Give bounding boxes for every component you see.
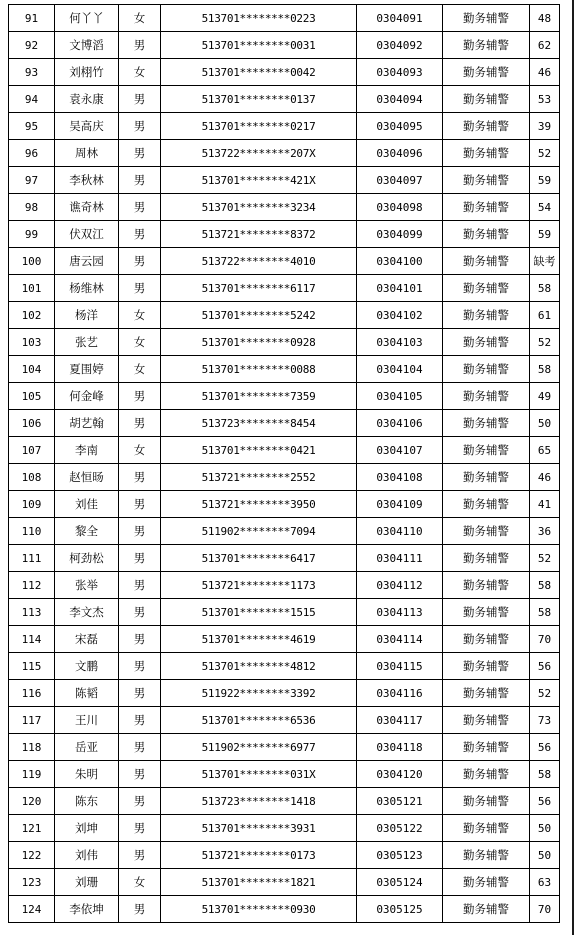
exam-number-cell: 0305121 [357, 788, 443, 815]
row-number: 102 [9, 302, 55, 329]
name-cell: 岳亚 [55, 734, 119, 761]
gender-cell: 男 [119, 788, 161, 815]
table-row [9, 248, 560, 275]
name-cell: 何金峰 [55, 383, 119, 410]
row-number: 111 [9, 545, 55, 572]
row-number: 122 [9, 842, 55, 869]
id-number-cell: 513701********0137 [161, 86, 357, 113]
score-cell: 70 [530, 896, 560, 923]
score-cell: 58 [530, 275, 560, 302]
name-cell: 刘佳 [55, 491, 119, 518]
exam-number-cell: 0304120 [357, 761, 443, 788]
id-number-cell: 513701********0930 [161, 896, 357, 923]
score-cell: 63 [530, 869, 560, 896]
exam-number-cell: 0304093 [357, 59, 443, 86]
table-row [9, 275, 560, 302]
table-row [9, 410, 560, 437]
table-row [9, 761, 560, 788]
row-number: 121 [9, 815, 55, 842]
gender-cell: 男 [119, 626, 161, 653]
score-cell: 73 [530, 707, 560, 734]
id-number-cell: 513722********4010 [161, 248, 357, 275]
exam-number-cell: 0305122 [357, 815, 443, 842]
score-cell: 52 [530, 680, 560, 707]
id-number-cell: 513721********1173 [161, 572, 357, 599]
gender-cell: 男 [119, 32, 161, 59]
name-cell: 唐云园 [55, 248, 119, 275]
exam-number-cell: 0304102 [357, 302, 443, 329]
table-row [9, 167, 560, 194]
row-number: 100 [9, 248, 55, 275]
row-number: 93 [9, 59, 55, 86]
position-cell: 勤务辅警 [443, 59, 530, 86]
id-number-cell: 513701********1821 [161, 869, 357, 896]
row-number: 116 [9, 680, 55, 707]
results-table [8, 4, 560, 923]
score-cell: 65 [530, 437, 560, 464]
exam-number-cell: 0304111 [357, 545, 443, 572]
table-row [9, 869, 560, 896]
exam-number-cell: 0305125 [357, 896, 443, 923]
name-cell: 李依坤 [55, 896, 119, 923]
gender-cell: 男 [119, 140, 161, 167]
row-number: 115 [9, 653, 55, 680]
table-row [9, 518, 560, 545]
score-cell: 58 [530, 356, 560, 383]
score-cell: 36 [530, 518, 560, 545]
position-cell: 勤务辅警 [443, 491, 530, 518]
score-cell: 50 [530, 815, 560, 842]
id-number-cell: 513723********8454 [161, 410, 357, 437]
gender-cell: 男 [119, 761, 161, 788]
position-cell: 勤务辅警 [443, 248, 530, 275]
name-cell: 陈东 [55, 788, 119, 815]
window-edge [572, 0, 574, 935]
position-cell: 勤务辅警 [443, 707, 530, 734]
id-number-cell: 513701********0223 [161, 5, 357, 32]
table-row [9, 842, 560, 869]
name-cell: 伏双江 [55, 221, 119, 248]
position-cell: 勤务辅警 [443, 518, 530, 545]
position-cell: 勤务辅警 [443, 761, 530, 788]
row-number: 114 [9, 626, 55, 653]
score-cell: 70 [530, 626, 560, 653]
id-number-cell: 511922********3392 [161, 680, 357, 707]
gender-cell: 男 [119, 518, 161, 545]
row-number: 103 [9, 329, 55, 356]
id-number-cell: 513701********6536 [161, 707, 357, 734]
name-cell: 袁永康 [55, 86, 119, 113]
exam-number-cell: 0304094 [357, 86, 443, 113]
score-cell: 50 [530, 842, 560, 869]
name-cell: 李秋林 [55, 167, 119, 194]
row-number: 105 [9, 383, 55, 410]
score-cell: 39 [530, 113, 560, 140]
id-number-cell: 513721********3950 [161, 491, 357, 518]
id-number-cell: 513701********0217 [161, 113, 357, 140]
table-row [9, 329, 560, 356]
exam-number-cell: 0305123 [357, 842, 443, 869]
gender-cell: 男 [119, 842, 161, 869]
gender-cell: 男 [119, 653, 161, 680]
position-cell: 勤务辅警 [443, 275, 530, 302]
gender-cell: 男 [119, 707, 161, 734]
name-cell: 刘珊 [55, 869, 119, 896]
table-row [9, 599, 560, 626]
id-number-cell: 511902********7094 [161, 518, 357, 545]
score-cell: 59 [530, 221, 560, 248]
gender-cell: 男 [119, 464, 161, 491]
id-number-cell: 513701********0031 [161, 32, 357, 59]
exam-number-cell: 0304103 [357, 329, 443, 356]
exam-number-cell: 0304117 [357, 707, 443, 734]
name-cell: 吴高庆 [55, 113, 119, 140]
exam-number-cell: 0304095 [357, 113, 443, 140]
score-cell: 58 [530, 572, 560, 599]
position-cell: 勤务辅警 [443, 5, 530, 32]
row-number: 108 [9, 464, 55, 491]
row-number: 92 [9, 32, 55, 59]
position-cell: 勤务辅警 [443, 626, 530, 653]
table-row [9, 788, 560, 815]
position-cell: 勤务辅警 [443, 113, 530, 140]
exam-number-cell: 0304115 [357, 653, 443, 680]
exam-number-cell: 0305124 [357, 869, 443, 896]
gender-cell: 男 [119, 410, 161, 437]
name-cell: 刘坤 [55, 815, 119, 842]
id-number-cell: 513701********421X [161, 167, 357, 194]
exam-number-cell: 0304114 [357, 626, 443, 653]
position-cell: 勤务辅警 [443, 869, 530, 896]
position-cell: 勤务辅警 [443, 167, 530, 194]
score-cell: 46 [530, 59, 560, 86]
name-cell: 刘伟 [55, 842, 119, 869]
score-cell: 缺考 [530, 248, 560, 275]
exam-number-cell: 0304092 [357, 32, 443, 59]
table-row [9, 356, 560, 383]
table-row [9, 572, 560, 599]
id-number-cell: 513701********4812 [161, 653, 357, 680]
position-cell: 勤务辅警 [443, 788, 530, 815]
table-row [9, 437, 560, 464]
id-number-cell: 513701********7359 [161, 383, 357, 410]
exam-number-cell: 0304112 [357, 572, 443, 599]
score-cell: 52 [530, 329, 560, 356]
name-cell: 胡艺翰 [55, 410, 119, 437]
table-row [9, 707, 560, 734]
position-cell: 勤务辅警 [443, 194, 530, 221]
exam-number-cell: 0304108 [357, 464, 443, 491]
row-number: 104 [9, 356, 55, 383]
row-number: 99 [9, 221, 55, 248]
gender-cell: 男 [119, 167, 161, 194]
name-cell: 文博滔 [55, 32, 119, 59]
row-number: 112 [9, 572, 55, 599]
exam-number-cell: 0304113 [357, 599, 443, 626]
position-cell: 勤务辅警 [443, 653, 530, 680]
id-number-cell: 513721********0173 [161, 842, 357, 869]
position-cell: 勤务辅警 [443, 302, 530, 329]
position-cell: 勤务辅警 [443, 545, 530, 572]
position-cell: 勤务辅警 [443, 815, 530, 842]
position-cell: 勤务辅警 [443, 86, 530, 113]
score-cell: 56 [530, 734, 560, 761]
gender-cell: 男 [119, 383, 161, 410]
gender-cell: 男 [119, 221, 161, 248]
id-number-cell: 513722********207X [161, 140, 357, 167]
exam-number-cell: 0304104 [357, 356, 443, 383]
exam-number-cell: 0304118 [357, 734, 443, 761]
table-row [9, 653, 560, 680]
name-cell: 杨洋 [55, 302, 119, 329]
table-row [9, 383, 560, 410]
gender-cell: 女 [119, 5, 161, 32]
table-row [9, 86, 560, 113]
table-row [9, 626, 560, 653]
table-row [9, 302, 560, 329]
position-cell: 勤务辅警 [443, 356, 530, 383]
name-cell: 王川 [55, 707, 119, 734]
row-number: 106 [9, 410, 55, 437]
row-number: 101 [9, 275, 55, 302]
row-number: 120 [9, 788, 55, 815]
id-number-cell: 513701********5242 [161, 302, 357, 329]
table-row [9, 32, 560, 59]
table-row [9, 491, 560, 518]
gender-cell: 男 [119, 248, 161, 275]
position-cell: 勤务辅警 [443, 464, 530, 491]
exam-number-cell: 0304100 [357, 248, 443, 275]
name-cell: 张艺 [55, 329, 119, 356]
row-number: 119 [9, 761, 55, 788]
table-row [9, 5, 560, 32]
position-cell: 勤务辅警 [443, 410, 530, 437]
row-number: 124 [9, 896, 55, 923]
gender-cell: 女 [119, 869, 161, 896]
name-cell: 夏围婷 [55, 356, 119, 383]
id-number-cell: 513701********6417 [161, 545, 357, 572]
exam-number-cell: 0304110 [357, 518, 443, 545]
name-cell: 周林 [55, 140, 119, 167]
table-row [9, 464, 560, 491]
position-cell: 勤务辅警 [443, 437, 530, 464]
name-cell: 陈韬 [55, 680, 119, 707]
name-cell: 黎全 [55, 518, 119, 545]
exam-number-cell: 0304101 [357, 275, 443, 302]
gender-cell: 男 [119, 194, 161, 221]
name-cell: 杨维林 [55, 275, 119, 302]
exam-number-cell: 0304099 [357, 221, 443, 248]
score-cell: 53 [530, 86, 560, 113]
score-cell: 59 [530, 167, 560, 194]
score-cell: 41 [530, 491, 560, 518]
id-number-cell: 513723********1418 [161, 788, 357, 815]
position-cell: 勤务辅警 [443, 140, 530, 167]
score-cell: 54 [530, 194, 560, 221]
gender-cell: 男 [119, 491, 161, 518]
gender-cell: 男 [119, 113, 161, 140]
gender-cell: 女 [119, 356, 161, 383]
score-cell: 61 [530, 302, 560, 329]
row-number: 97 [9, 167, 55, 194]
gender-cell: 男 [119, 86, 161, 113]
id-number-cell: 513701********0088 [161, 356, 357, 383]
table-row [9, 545, 560, 572]
row-number: 91 [9, 5, 55, 32]
table-row [9, 140, 560, 167]
exam-number-cell: 0304096 [357, 140, 443, 167]
table-row [9, 680, 560, 707]
score-cell: 62 [530, 32, 560, 59]
row-number: 94 [9, 86, 55, 113]
position-cell: 勤务辅警 [443, 383, 530, 410]
row-number: 117 [9, 707, 55, 734]
score-cell: 58 [530, 599, 560, 626]
table-row [9, 896, 560, 923]
score-cell: 58 [530, 761, 560, 788]
exam-number-cell: 0304107 [357, 437, 443, 464]
gender-cell: 男 [119, 815, 161, 842]
id-number-cell: 513701********4619 [161, 626, 357, 653]
name-cell: 刘栩竹 [55, 59, 119, 86]
row-number: 123 [9, 869, 55, 896]
id-number-cell: 513701********0928 [161, 329, 357, 356]
id-number-cell: 513701********031X [161, 761, 357, 788]
exam-number-cell: 0304105 [357, 383, 443, 410]
name-cell: 宋磊 [55, 626, 119, 653]
name-cell: 朱明 [55, 761, 119, 788]
position-cell: 勤务辅警 [443, 842, 530, 869]
id-number-cell: 513701********6117 [161, 275, 357, 302]
score-cell: 56 [530, 653, 560, 680]
position-cell: 勤务辅警 [443, 599, 530, 626]
exam-number-cell: 0304106 [357, 410, 443, 437]
row-number: 95 [9, 113, 55, 140]
gender-cell: 女 [119, 302, 161, 329]
row-number: 98 [9, 194, 55, 221]
exam-number-cell: 0304098 [357, 194, 443, 221]
exam-number-cell: 0304097 [357, 167, 443, 194]
gender-cell: 男 [119, 545, 161, 572]
score-cell: 52 [530, 140, 560, 167]
table-body [9, 5, 560, 923]
id-number-cell: 511902********6977 [161, 734, 357, 761]
gender-cell: 男 [119, 896, 161, 923]
id-number-cell: 513701********1515 [161, 599, 357, 626]
name-cell: 李文杰 [55, 599, 119, 626]
row-number: 113 [9, 599, 55, 626]
id-number-cell: 513701********3234 [161, 194, 357, 221]
position-cell: 勤务辅警 [443, 734, 530, 761]
gender-cell: 男 [119, 275, 161, 302]
id-number-cell: 513701********3931 [161, 815, 357, 842]
row-number: 96 [9, 140, 55, 167]
table-row [9, 734, 560, 761]
gender-cell: 男 [119, 599, 161, 626]
table-row [9, 194, 560, 221]
position-cell: 勤务辅警 [443, 221, 530, 248]
score-cell: 46 [530, 464, 560, 491]
position-cell: 勤务辅警 [443, 32, 530, 59]
score-cell: 52 [530, 545, 560, 572]
position-cell: 勤务辅警 [443, 572, 530, 599]
name-cell: 柯劲松 [55, 545, 119, 572]
position-cell: 勤务辅警 [443, 329, 530, 356]
gender-cell: 女 [119, 329, 161, 356]
id-number-cell: 513721********8372 [161, 221, 357, 248]
gender-cell: 女 [119, 59, 161, 86]
score-cell: 48 [530, 5, 560, 32]
exam-number-cell: 0304109 [357, 491, 443, 518]
exam-number-cell: 0304091 [357, 5, 443, 32]
gender-cell: 男 [119, 734, 161, 761]
name-cell: 何丫丫 [55, 5, 119, 32]
id-number-cell: 513701********0421 [161, 437, 357, 464]
table-row [9, 815, 560, 842]
table-row [9, 59, 560, 86]
name-cell: 谯奇林 [55, 194, 119, 221]
table-row [9, 113, 560, 140]
row-number: 107 [9, 437, 55, 464]
position-cell: 勤务辅警 [443, 896, 530, 923]
row-number: 109 [9, 491, 55, 518]
gender-cell: 男 [119, 572, 161, 599]
gender-cell: 女 [119, 437, 161, 464]
row-number: 110 [9, 518, 55, 545]
position-cell: 勤务辅警 [443, 680, 530, 707]
score-cell: 56 [530, 788, 560, 815]
row-number: 118 [9, 734, 55, 761]
score-cell: 49 [530, 383, 560, 410]
gender-cell: 男 [119, 680, 161, 707]
name-cell: 张举 [55, 572, 119, 599]
exam-number-cell: 0304116 [357, 680, 443, 707]
name-cell: 赵恒旸 [55, 464, 119, 491]
table-row [9, 221, 560, 248]
name-cell: 文鹏 [55, 653, 119, 680]
id-number-cell: 513701********0042 [161, 59, 357, 86]
name-cell: 李南 [55, 437, 119, 464]
id-number-cell: 513721********2552 [161, 464, 357, 491]
score-cell: 50 [530, 410, 560, 437]
